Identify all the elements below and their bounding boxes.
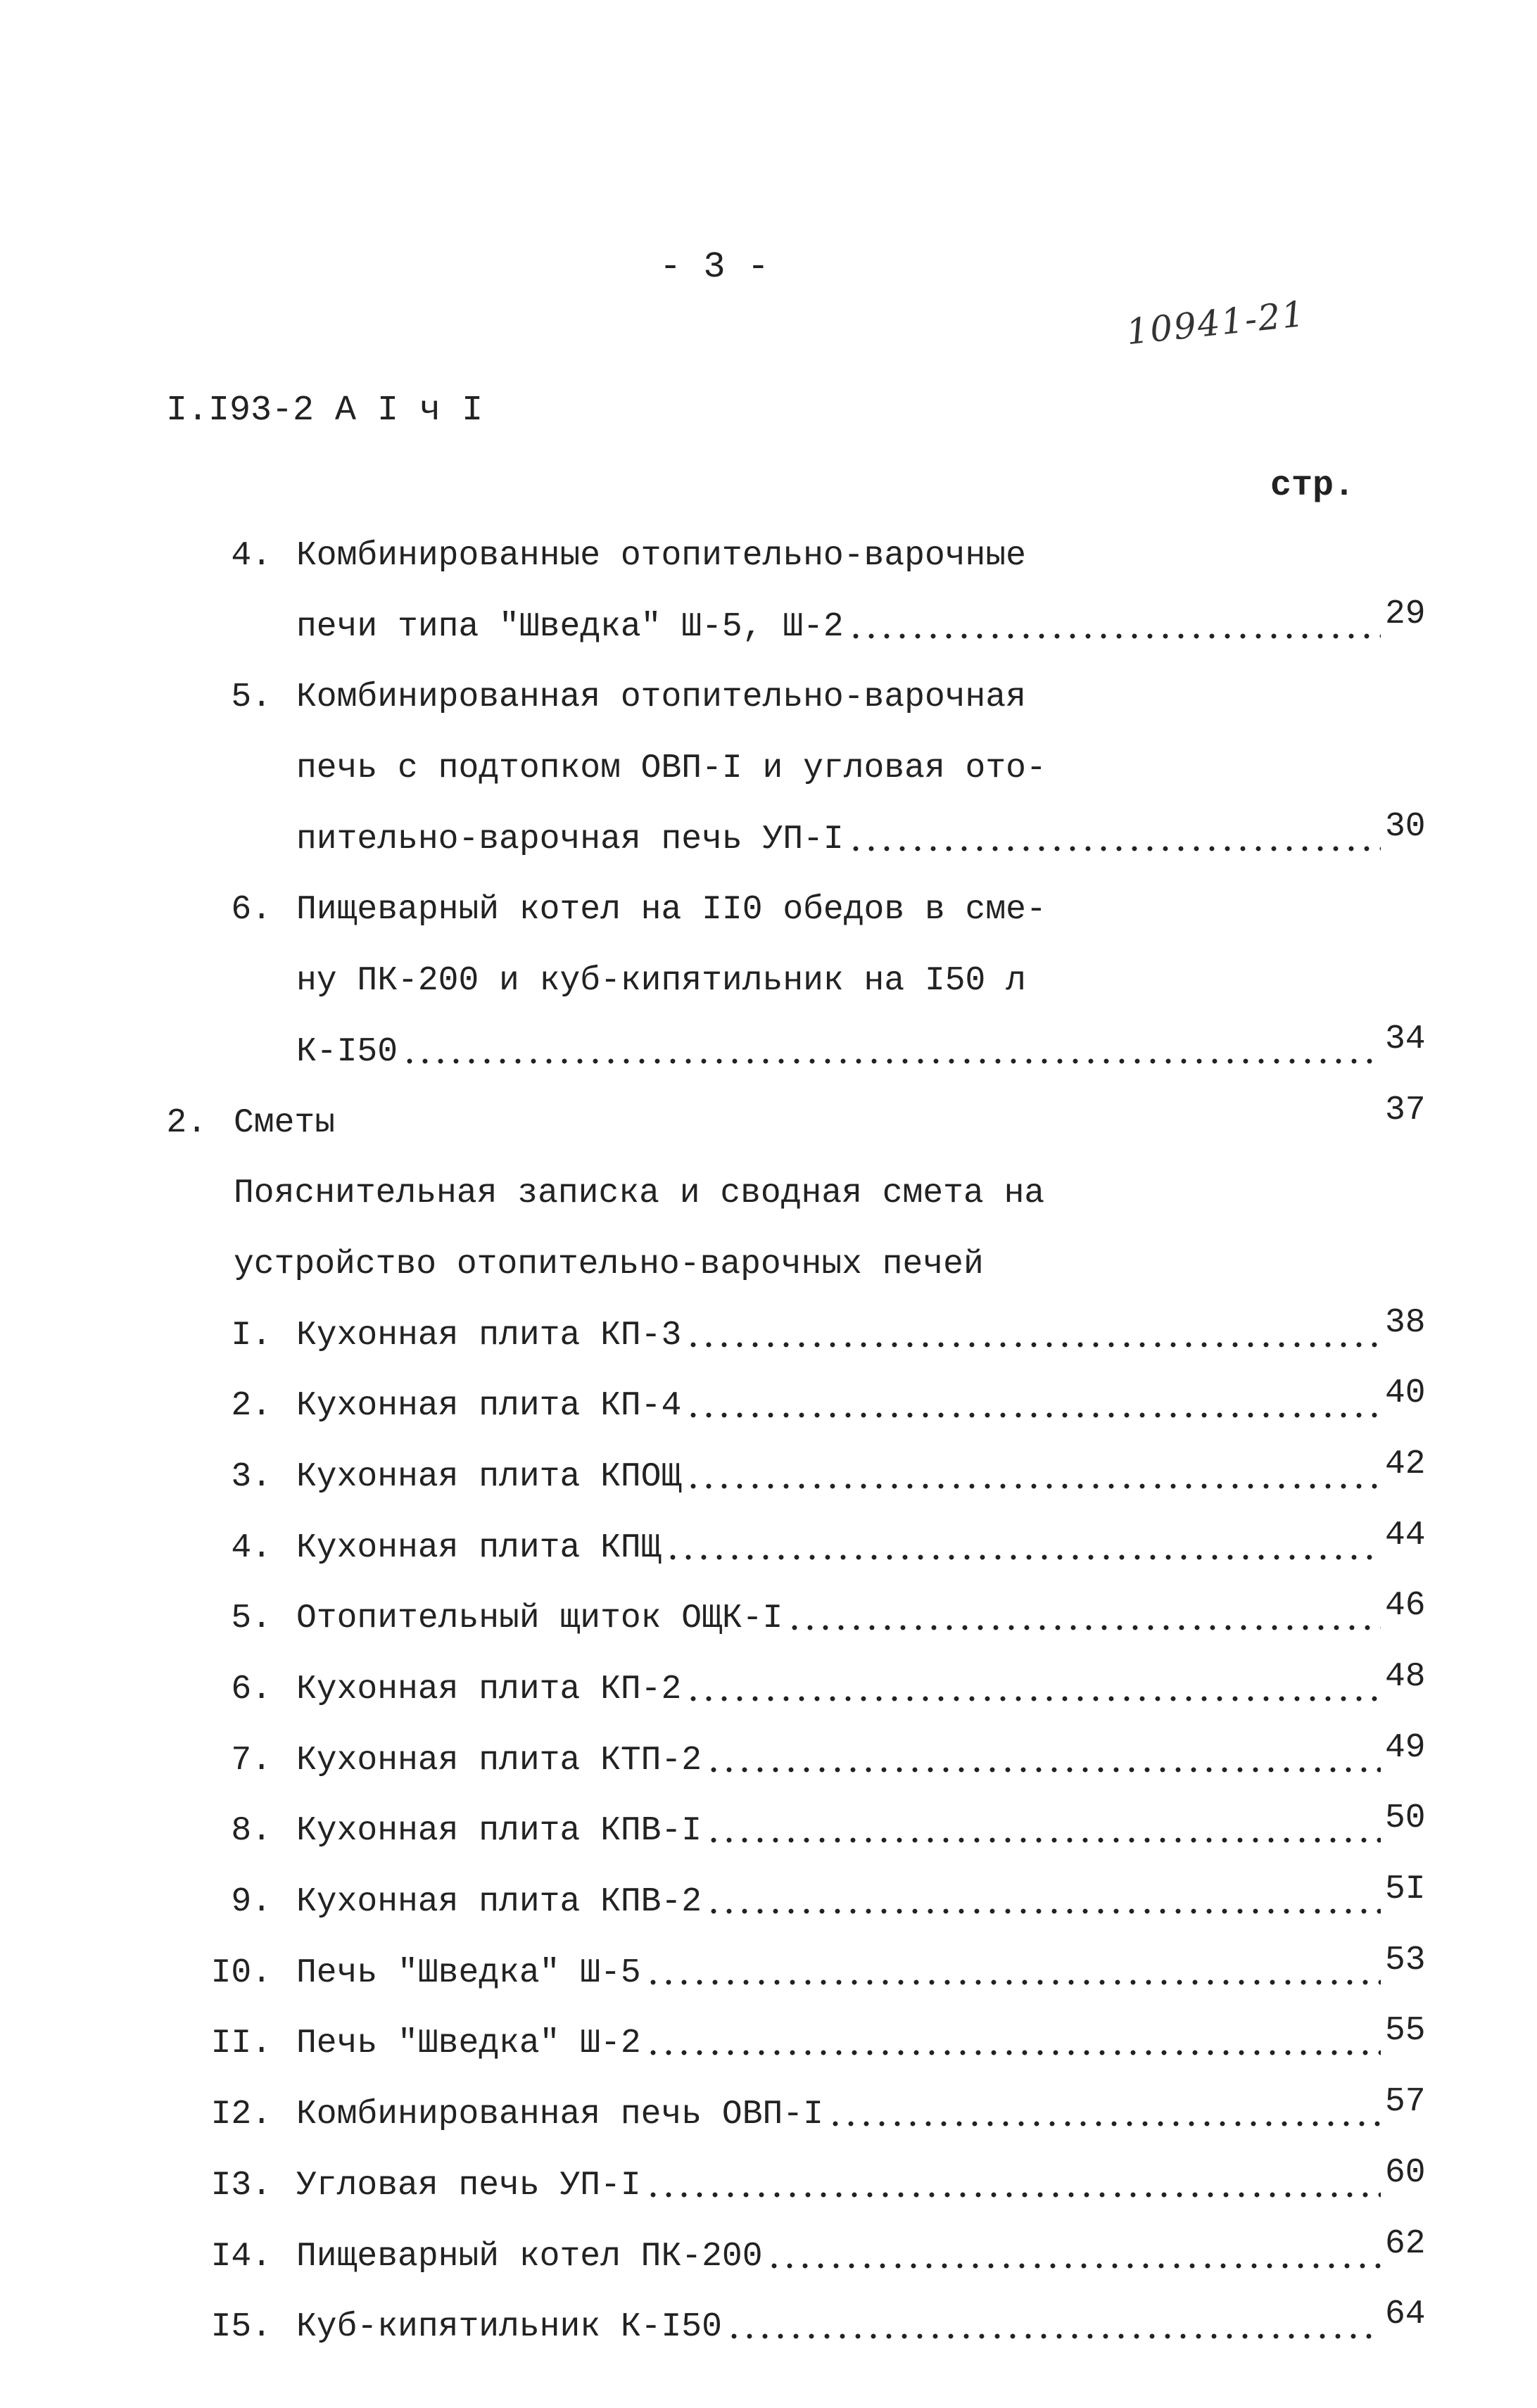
toc-entry-number: 6. <box>231 891 272 930</box>
toc-entry-text: Комбинированные отопительно-варочные <box>296 537 1026 575</box>
toc-row <box>0 662 1537 733</box>
toc-entry-number: 4. <box>231 537 272 575</box>
dot-leader <box>402 1058 1381 1065</box>
toc-row <box>0 1088 1537 1159</box>
toc-entry-number: 2. <box>166 1103 207 1142</box>
toc-row <box>0 1583 1537 1654</box>
dot-leader <box>787 1624 1381 1631</box>
page-number: - 3 - <box>659 246 770 288</box>
dot-leader <box>685 1483 1381 1490</box>
toc-entry-text: Сметы <box>234 1103 336 1142</box>
dot-leader <box>766 2262 1381 2269</box>
page-column-label: стр. <box>1270 466 1355 506</box>
toc-entry-number: 9. <box>231 1883 272 1922</box>
toc-row <box>0 592 1537 663</box>
toc-page-number: 53 <box>1385 1941 1426 1979</box>
toc-entry-text: ну ПК-200 и куб-кипятильник на I50 л <box>296 962 1026 1001</box>
toc-entry-text: Пищеварный котел на II0 обедов в сме- <box>296 891 1046 930</box>
toc-row <box>0 1158 1537 1229</box>
toc-entry-text: Комбинированная печь ОВП-I <box>296 2096 823 2134</box>
dot-leader <box>685 1412 1381 1419</box>
handwritten-number: 10941-21 <box>1124 293 1308 353</box>
toc-entry-text: Отопительный щиток ОЩК-I <box>296 1599 783 1638</box>
toc-row <box>0 2292 1537 2363</box>
toc-entry-number: I2. <box>210 2096 272 2134</box>
toc-entry-number: I4. <box>210 2237 272 2276</box>
toc-entry-text: Угловая печь УП-I <box>296 2166 641 2205</box>
toc-entry-text: Кухонная плита КП-3 <box>296 1316 682 1355</box>
toc-page-number: 30 <box>1385 807 1426 846</box>
toc-entry-number: 7. <box>231 1741 272 1780</box>
toc-page-number: 55 <box>1385 2012 1426 2051</box>
toc-entry-number: I5. <box>210 2308 272 2347</box>
toc-entry-text: Пояснительная записка и сводная смета на <box>234 1174 1045 1213</box>
toc-page-number: 49 <box>1385 1728 1426 1767</box>
toc-entry-number: 4. <box>231 1528 272 1567</box>
toc-entry-text: Кухонная плита КПВ-2 <box>296 1883 702 1922</box>
toc-row <box>0 1938 1537 2009</box>
toc-entry-text: Пищеварный котел ПК-200 <box>296 2237 763 2276</box>
table-of-contents <box>0 521 1537 2363</box>
toc-entry-text: Печь "Шведка" Ш-5 <box>296 1953 641 1992</box>
toc-row <box>0 1867 1537 1938</box>
dot-leader <box>828 2120 1381 2127</box>
dot-leader <box>706 1908 1381 1915</box>
toc-entry-number: 8. <box>231 1812 272 1851</box>
toc-entry-number: II. <box>210 2024 272 2063</box>
toc-row <box>0 2222 1537 2293</box>
toc-row <box>0 1725 1537 1797</box>
toc-row <box>0 2150 1537 2222</box>
toc-entry-text: печи типа "Шведка" Ш-5, Ш-2 <box>296 607 844 646</box>
toc-entry-number: I. <box>231 1316 272 1355</box>
toc-entry-number: 3. <box>231 1457 272 1496</box>
toc-page-number: 57 <box>1385 2083 1426 2122</box>
toc-entry-text: Кухонная плита КПОЩ <box>296 1457 682 1496</box>
dot-leader <box>706 1837 1381 1844</box>
toc-row <box>0 1654 1537 1725</box>
toc-entry-text: Кухонная плита КП-2 <box>296 1671 682 1709</box>
toc-row <box>0 1513 1537 1584</box>
dot-leader <box>706 1766 1381 1773</box>
document-id: I.I93-2 А I ч I <box>166 391 483 431</box>
toc-row <box>0 1017 1537 1088</box>
toc-entry-number: 5. <box>231 678 272 717</box>
toc-entry-text: Комбинированная отопительно-варочная <box>296 678 1026 717</box>
toc-entry-number: I3. <box>210 2166 272 2205</box>
dot-leader <box>848 633 1381 640</box>
toc-entry-number: 2. <box>231 1387 272 1426</box>
toc-entry-text: пительно-варочная печь УП-I <box>296 820 844 858</box>
toc-entry-number: 5. <box>231 1599 272 1638</box>
dot-leader <box>645 2049 1381 2056</box>
toc-entry-text: Кухонная плита КПЩ <box>296 1528 662 1567</box>
toc-entry-number: I0. <box>210 1953 272 1992</box>
toc-row <box>0 1442 1537 1513</box>
toc-entry-text: Куб-кипятильник К-I50 <box>296 2308 722 2347</box>
toc-row <box>0 804 1537 875</box>
dot-leader <box>685 1695 1381 1702</box>
toc-row <box>0 1229 1537 1300</box>
toc-page-number: 40 <box>1385 1374 1426 1413</box>
toc-row <box>0 521 1537 592</box>
toc-entry-text: Печь "Шведка" Ш-2 <box>296 2024 641 2063</box>
toc-page-number: 37 <box>1385 1091 1426 1129</box>
toc-row <box>0 1300 1537 1371</box>
dot-leader <box>665 1554 1381 1561</box>
toc-page-number: 60 <box>1385 2153 1426 2192</box>
toc-entry-text: Кухонная плита КТП-2 <box>296 1741 702 1780</box>
dot-leader <box>685 1341 1381 1348</box>
toc-page-number: 62 <box>1385 2224 1426 2263</box>
toc-page-number: 46 <box>1385 1587 1426 1626</box>
toc-entry-text: печь с подтопком ОВП-I и угловая ото- <box>296 749 1046 788</box>
toc-row <box>0 733 1537 804</box>
toc-page-number: 29 <box>1385 595 1426 633</box>
toc-page-number: 50 <box>1385 1799 1426 1838</box>
toc-entry-number: 6. <box>231 1671 272 1709</box>
toc-entry-text: Кухонная плита КП-4 <box>296 1387 682 1426</box>
dot-leader <box>645 2191 1381 2198</box>
toc-page-number: 42 <box>1385 1445 1426 1483</box>
toc-row <box>0 1371 1537 1442</box>
toc-page-number: 38 <box>1385 1303 1426 1342</box>
toc-row <box>0 946 1537 1017</box>
toc-row <box>0 875 1537 946</box>
toc-row <box>0 2079 1537 2150</box>
toc-page-number: 48 <box>1385 1658 1426 1696</box>
toc-page-number: 34 <box>1385 1020 1426 1058</box>
toc-page-number: 5I <box>1385 1870 1426 1909</box>
dot-leader <box>726 2333 1381 2340</box>
toc-row <box>0 2008 1537 2079</box>
dot-leader <box>848 845 1381 852</box>
toc-entry-text: Кухонная плита КПВ-I <box>296 1812 702 1851</box>
toc-entry-text: К-I50 <box>296 1032 398 1071</box>
toc-row <box>0 1796 1537 1867</box>
dot-leader <box>645 1979 1381 1986</box>
toc-entry-text: устройство отопительно-варочных печей <box>234 1245 984 1284</box>
toc-page-number: 44 <box>1385 1516 1426 1554</box>
toc-page-number: 64 <box>1385 2295 1426 2334</box>
